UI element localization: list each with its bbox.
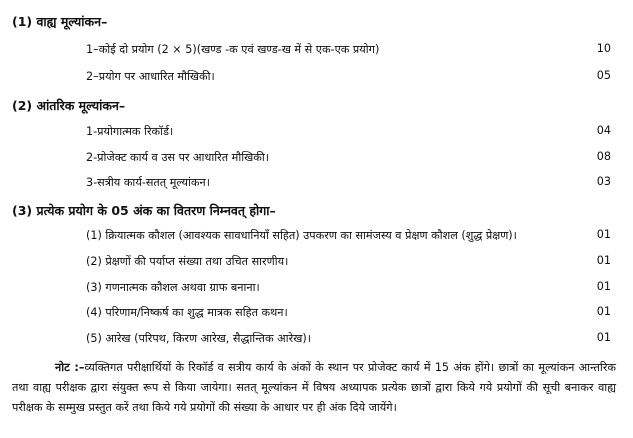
item-marks: 04 (596, 124, 611, 137)
section-1-heading: (1) वाह्य मूल्यांकन– (12, 14, 108, 29)
item-text: (5) आरेख (परिपथ, किरण आरेख, सैद्धान्तिक आरेख)। (86, 332, 311, 345)
item-text: 2–प्रयोग पर आधारित मौखिकी। (86, 70, 215, 83)
item-text: (4) परिणाम/निष्कर्ष का शुद्ध मात्रक सहित कथन। (86, 306, 288, 319)
item-text: (1) क्रियात्मक कौशल (आवश्यक सावधानियाँ सहित) उपकरण का सामंजस्य व प्रेक्षण कौशल (शुद्ध प्रेक्षण)। (86, 229, 517, 242)
item-marks: 01 (596, 280, 611, 293)
note-paragraph (12, 358, 616, 419)
section-3-item-2 (0, 254, 633, 272)
item-marks: 10 (596, 42, 611, 55)
item-marks: 01 (596, 254, 611, 267)
item-text: (3) गणनात्मक कौशल अथवा ग्राफ बनाना। (86, 281, 260, 294)
item-marks: 01 (596, 228, 611, 241)
section-2-item-3 (0, 175, 633, 193)
item-text: 3-सत्रीय कार्य-सतत् मूल्यांकन। (86, 176, 210, 189)
item-marks: 05 (596, 69, 611, 82)
item-marks: 01 (596, 331, 611, 344)
item-marks: 01 (596, 305, 611, 318)
item-text: 2-प्रोजेक्ट कार्य व उस पर आधारित मौखिकी। (86, 151, 270, 164)
section-3-item-3 (0, 280, 633, 298)
section-1-item-1 (0, 42, 633, 60)
section-2-item-1 (0, 124, 633, 142)
section-3-item-5 (0, 331, 633, 349)
note-label: नोट :– (55, 361, 85, 374)
item-text: 1–कोई दो प्रयोग (2 × 5)(खण्ड -क एवं खण्ड-ख में से एक-एक प्रयोग) (86, 43, 380, 56)
item-marks: 08 (596, 150, 611, 163)
item-text: (2) प्रेक्षणों की पर्याप्त संख्या तथा उचित सारणीय। (86, 255, 289, 268)
section-3-heading: (3) प्रत्येक प्रयोग के 05 अंक का वितरण निम्नवत् होगा– (12, 203, 276, 218)
item-text: 1-प्रयोगात्मक रिकॉर्ड। (86, 125, 174, 138)
section-3-item-4 (0, 305, 633, 323)
section-3-item-1 (0, 228, 633, 246)
item-marks: 03 (596, 175, 611, 188)
section-2-item-2 (0, 150, 633, 168)
section-1-item-2 (0, 69, 633, 87)
note-text: व्यक्तिगत परीक्षार्थियों के रिकॉर्ड व सत्रीय कार्य के अंकों के स्थान पर प्रोजेक्ट कार्य में 15 अंक होंगे। छात्रों का मूल्यांकन आन्तरिक तथा वाह्य परीक्षक द्वारा संयुक्त रूप से किया जायेगा। सतत् मूल्यांकन में विषय अध्यापक प्रत्येक छात्रों द्वारा किये गये प्रयोगों की सूची बनाकर वाह्य परीक्षक के सम्मुख प्रस्तुत करें तथा किये गये प्रयोगों की संख्या के आधार पर ही अंक दिये जायेंगे। (12, 361, 616, 415)
section-2-heading: (2) आंतरिक मूल्यांकन– (12, 98, 126, 113)
